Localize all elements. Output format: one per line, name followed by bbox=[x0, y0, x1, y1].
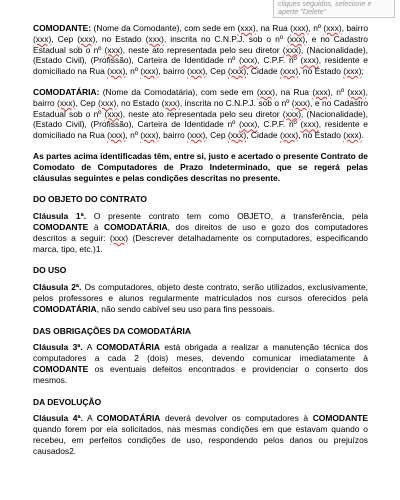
comodante-label: COMODANTE: bbox=[33, 23, 92, 33]
text-run: A bbox=[82, 342, 97, 353]
text-run: , (Nacionalidade), (Estado Civil), (Profissão), Carteira de Identidade nº bbox=[33, 108, 368, 130]
placeholder-field: (xxx) bbox=[187, 66, 206, 77]
text-run: , Cidade bbox=[246, 66, 280, 77]
placeholder-field: (xxx) bbox=[282, 108, 302, 119]
bold-term: Cláusula 1ª. bbox=[33, 211, 87, 222]
text-run: , (Nacionalidade), (Estado Civil), (Profissão), Carteira de Identidade nº bbox=[33, 44, 368, 66]
placeholder-field: (xxx) bbox=[286, 33, 306, 44]
placeholder-field: (xxx) bbox=[300, 55, 319, 66]
text-run: , neste ato representada pelo seu diretor bbox=[122, 44, 283, 55]
clause-3-text bbox=[33, 342, 368, 384]
placeholder-field: (xxx) bbox=[140, 66, 159, 77]
text-run: , Cep bbox=[51, 33, 78, 44]
placeholder-field: (xxx) bbox=[312, 86, 331, 97]
placeholder-field: (xxx) bbox=[107, 130, 126, 141]
text-run: , bairro bbox=[158, 130, 188, 141]
text-run: , bairro bbox=[33, 86, 369, 108]
text-run: , não sendo cabível seu uso para fins pessoais. bbox=[96, 303, 275, 314]
intro-text: As partes acima identificadas têm, entre si, justo e acertado o presente Contrato de Comodato de Computadores de Prazo Indeterminado, que se regerá pelas cláusulas seguintes e pelas condições descritas no presente. bbox=[33, 150, 368, 183]
placeholder-field: (xxx) bbox=[291, 97, 311, 108]
text-run: , residente e domiciliado na Rua bbox=[33, 119, 368, 141]
text-run: quando forem por ela solicitados, nas mesmas condições em que estavam quando o recebeu, em perfeitos condições de uso, respondendo pelos danos ou prejuízos causados2. bbox=[33, 424, 368, 456]
clause-3 bbox=[33, 342, 368, 385]
bold-term: Cláusula 4ª. bbox=[33, 413, 83, 424]
bold-term: COMODATÁRIA bbox=[104, 221, 168, 232]
text-run: , Cep bbox=[75, 97, 98, 108]
placeholder-field: (xxx) bbox=[239, 119, 258, 130]
clause-4 bbox=[33, 413, 368, 456]
comodataria-paragraph bbox=[33, 87, 368, 141]
placeholder-field: (xxx) bbox=[33, 33, 52, 44]
clause-2-text bbox=[33, 282, 368, 314]
text-run: , residente e domiciliado na Rua bbox=[33, 55, 368, 77]
text-run: , inscrita no C.N.P.J. sob o nº bbox=[163, 33, 287, 44]
text-run: , no Estado bbox=[95, 33, 146, 44]
placeholder-field: (xxx) bbox=[104, 108, 123, 119]
text-run: , C.P.F. nº bbox=[257, 119, 301, 130]
placeholder-field: (xxx) bbox=[77, 33, 96, 44]
bold-term: COMODANTE bbox=[312, 413, 368, 424]
bold-term: COMODATÁRIA bbox=[96, 342, 160, 353]
section-heading-obrigacoes: DAS OBRIGAÇÕES DA COMODATÁRIA bbox=[33, 325, 191, 336]
text-run: os eventuais defeitos encontrados e providenciar o conserto dos mesmos. bbox=[33, 363, 368, 385]
text-run: , bairro bbox=[341, 23, 369, 33]
text-run: , Cep bbox=[205, 66, 228, 77]
text-run: , bairro bbox=[158, 66, 188, 77]
comodataria-label: COMODATÁRIA: bbox=[33, 86, 100, 97]
placeholder-field: (xxx) bbox=[290, 23, 309, 33]
placeholder-field: (xxx) bbox=[227, 130, 247, 141]
placeholder-field: (xxx) bbox=[300, 119, 319, 130]
bold-term: COMODANTE bbox=[33, 363, 89, 374]
page-bottom-mask bbox=[0, 492, 400, 500]
placeholder-field: (xxx) bbox=[279, 66, 299, 77]
text-run: , Cep bbox=[205, 130, 228, 141]
text-run: , na Rua bbox=[275, 86, 313, 97]
placeholder-field: (xxx) bbox=[343, 130, 362, 141]
placeholder-field: (xxx) bbox=[239, 55, 258, 66]
text-run: , inscrita no C.N.P.J. sob o nº bbox=[179, 97, 292, 108]
text-run: , no Estado bbox=[116, 97, 162, 108]
bold-term: Cláusula 2ª. bbox=[33, 282, 82, 293]
intro-paragraph bbox=[33, 151, 368, 183]
text-run: , no Estado bbox=[298, 66, 344, 77]
placeholder-field: (xxx) bbox=[107, 66, 126, 77]
bold-term: Cláusula 3ª. bbox=[33, 342, 83, 353]
clause-4-text bbox=[33, 413, 368, 455]
text-run: , nº bbox=[308, 23, 324, 33]
placeholder-field: (xxx) bbox=[256, 86, 276, 97]
text-run: A bbox=[82, 413, 97, 424]
placeholder-field: (xxx) bbox=[187, 130, 206, 141]
placeholder-field: (xxx) bbox=[347, 86, 366, 97]
text-run: , neste ato representada pelo seu diretor bbox=[122, 108, 283, 119]
tooltip-line: aperte "Delete" bbox=[278, 8, 327, 16]
bold-term: COMODATÁRIA bbox=[96, 413, 161, 424]
placeholder-field: (xxx) bbox=[282, 44, 302, 55]
text-run: deverá devolver os computadores à bbox=[160, 413, 313, 424]
text-run: está obrigada a realizar a manutenção técnica dos computadores a cada 2 (dois) meses, devendo comunicar imediatamente à bbox=[33, 342, 368, 364]
text-run: , Cidade bbox=[246, 130, 280, 141]
section-heading-uso: DO USO bbox=[33, 265, 67, 276]
clause-2 bbox=[33, 282, 368, 314]
text-run: , nº bbox=[330, 86, 348, 97]
comment-tooltip bbox=[273, 0, 395, 18]
placeholder-field: (xxx) bbox=[109, 232, 129, 243]
document-page bbox=[33, 23, 368, 457]
placeholder-field: (xxx) bbox=[161, 97, 180, 108]
text-run: , no Estado bbox=[298, 130, 344, 141]
text-run: , dos direitos de uso e gozo dos computadores descritos a seguir: bbox=[33, 221, 368, 243]
section-heading-devolucao: DA DEVOLUÇÃO bbox=[33, 396, 102, 407]
placeholder-field: (xxx) bbox=[279, 130, 299, 141]
text-run: , C.P.F. nº bbox=[257, 55, 301, 66]
placeholder-field: (xxx) bbox=[104, 44, 123, 55]
placeholder-field: (xxx) bbox=[145, 33, 164, 44]
placeholder-field: (xxx) bbox=[57, 97, 76, 108]
clause-1 bbox=[33, 211, 368, 254]
comodante-paragraph bbox=[33, 23, 368, 77]
text-run: (Nome da Comodatária), com sede em bbox=[99, 86, 257, 97]
text-run: à bbox=[88, 221, 105, 232]
text-run: (Descrever detalhadamente os computadores, especificando marca, tipo, etc.)1. bbox=[33, 232, 368, 254]
text-run: O presente contrato tem como OBJETO, a transferência, pela bbox=[86, 211, 369, 222]
text-run: , nº bbox=[125, 130, 141, 141]
text-run: , e no Cadastro Estadual sob o nº bbox=[33, 33, 368, 55]
bold-term: COMODATÁRIA bbox=[33, 303, 97, 314]
text-run: , nº bbox=[125, 66, 141, 77]
bold-term: COMODANTE bbox=[33, 221, 89, 232]
placeholder-field: (xxx) bbox=[343, 66, 362, 77]
clause-1-text bbox=[33, 211, 368, 253]
text-run: , e no Cadastro Estadual sob o nº bbox=[33, 97, 369, 119]
placeholder-field: (xxx) bbox=[237, 23, 256, 33]
placeholder-field: (xxx) bbox=[227, 66, 247, 77]
text-run: ; bbox=[361, 66, 364, 77]
placeholder-field: (xxx) bbox=[323, 23, 342, 33]
text-run: , na Rua bbox=[255, 23, 291, 33]
placeholder-field: (xxx) bbox=[140, 130, 159, 141]
section-heading-objeto: DO OBJETO DO CONTRATO bbox=[33, 194, 147, 205]
text-run: . bbox=[361, 130, 364, 141]
text-run: (Nome da Comodante), com sede em bbox=[91, 23, 238, 33]
text-run: Os computadores, objeto deste contrato, serão utilizados, exclusivamente, pelos professores e alunos regularmente matriculados nos cursos oferecidos pela bbox=[33, 282, 369, 303]
tooltip-line: cliques seguidos, selecione e bbox=[278, 0, 372, 8]
placeholder-field: (xxx) bbox=[98, 97, 117, 108]
